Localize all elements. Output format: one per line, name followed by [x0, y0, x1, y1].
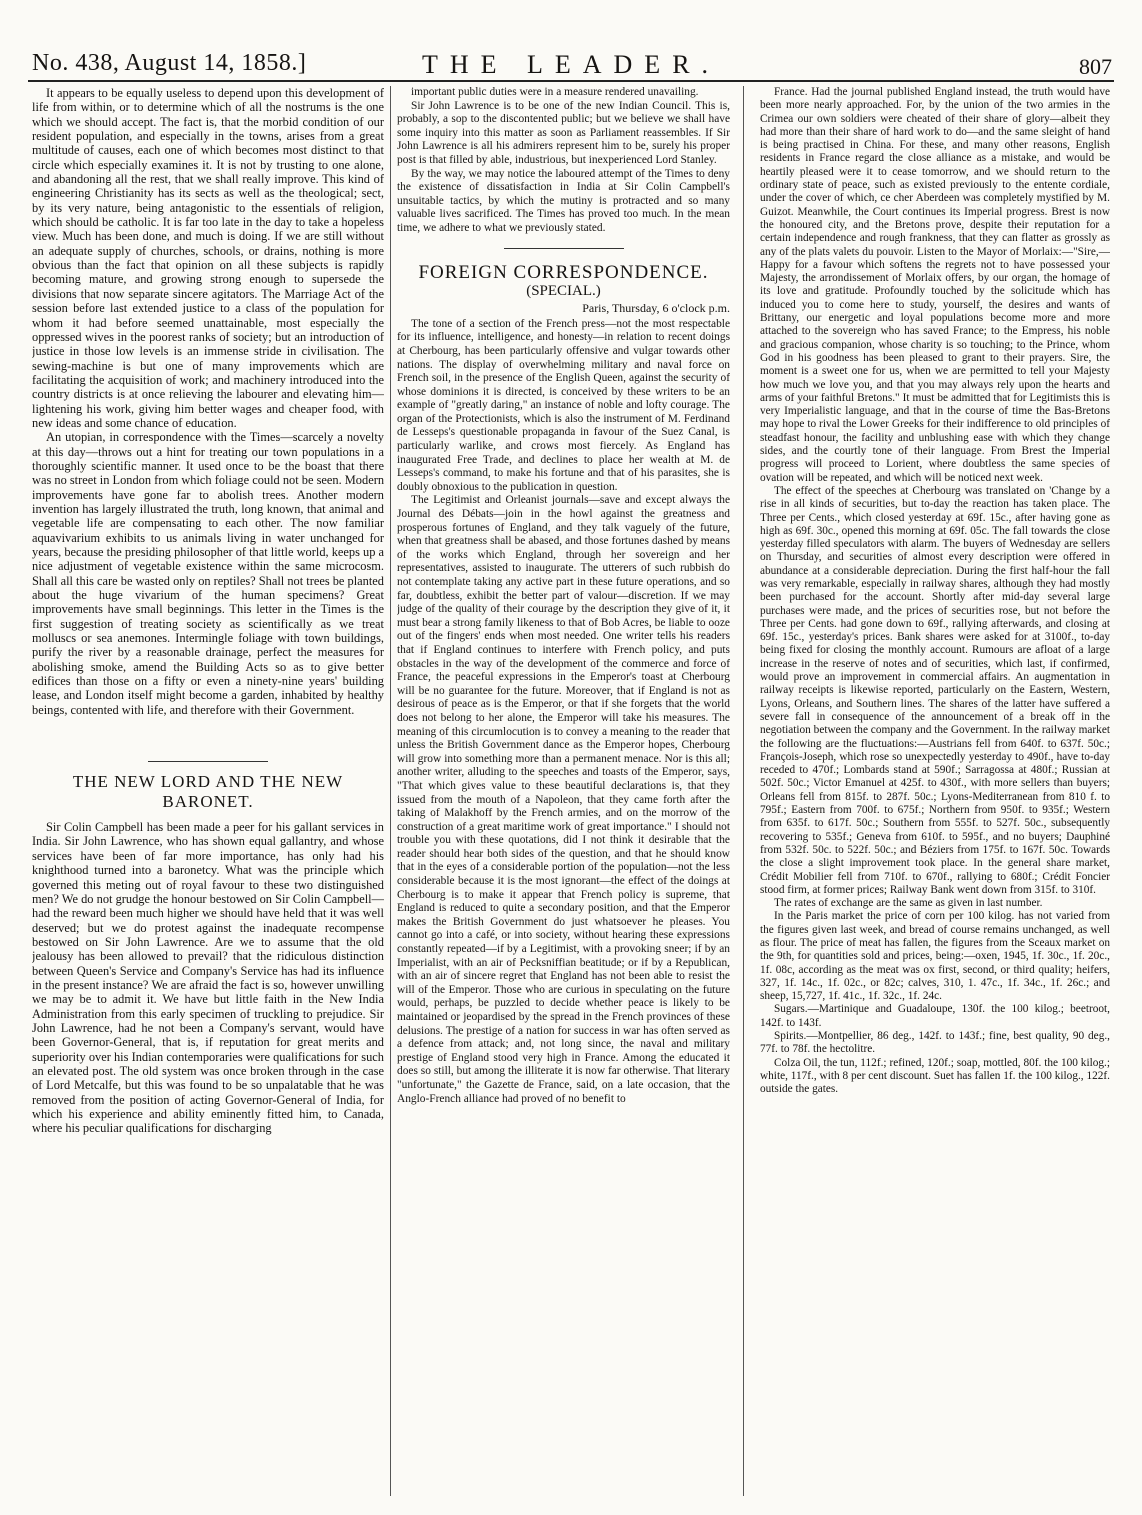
page-number: 807 [1079, 54, 1112, 79]
article-paragraph: An utopian, in correspondence with the Times—scarcely a novelty at this day—throws out a hint for treating our town populations in a thoroughly scientific manner. It used once to be the boast that there was no street in London from which foliage could not be seen. Modern improvements have gone far to abolish trees. Another modern invention has largely illustrated the truth, long known, that animal and vegetable life are compensating to each other. The now familiar aquavivarium exhibits to us animals living in water unchanged for years, because the presiding philosopher of that little world, keeps up a nice adjustment of vegetable existence within the same microcosm. Shall all this care be wasted only on reptiles? Shall not trees be planted about the huge vivarium of the human specimens? Great improvements have small beginnings. This letter in the Times is the first suggestion of treating society as scientifically as we treat molluscs or sea anemones. Intermingle foliage with town buildings, purify the river by a reasonable drainage, perfect the measures for abolishing smoke, amend the Building Acts so as to give better edifices than those on a fifty or even a ninety-nine years' building lease, and London itself might become a garden, inhabited by healthy beings, contented with life, and therefore with their Government. [32, 430, 384, 717]
market-paragraph: Sugars.—Martinique and Guadaloupe, 130f. the 100 kilog.; beetroot, 142f. to 143f. [760, 1003, 1110, 1029]
column-rule [743, 86, 744, 1496]
article-paragraph: In the Paris market the price of corn per 100 kilog. has not varied from the figures given last week, and bread of course remains unchanged, as well as flour. The price of meat has fallen, the figures from the Sceaux market on the 9th, for quantities sold and prices, being:—oxen, 1945, 1f. 30c., 1f. 20c., 1f. 08c, according as the meat was ox first, second, or third quality; heifers, 327, 1f. 14c., 1f. 02c., or 82c; calves, 310, 1. 47c., 1f. 34c., 1f. 26c.; and sheep, 15,727, 1f. 41c., 1f. 32c., 1f. 24c. [760, 910, 1110, 1003]
column-2 [397, 86, 730, 1496]
article-paragraph: It appears to be equally useless to depend upon this development of life from within, or to determine which of all the nostrums is the one which we should accept. The fact is, that the morbid condition of our resident population, and especially in the towns, arises from a great multitude of causes, each one of which becomes most distinct to that circle which especially examines it. It is not by trusting to one alone, and abandoning all the rest, that we shall really improve. This kind of engineering Christianity has its sects as well as the theological; sect, by its very nature, being antagonistic to the essentials of religion, which should be catholic. It is far too late in the day to take a hopeless view. Much has been done, and much is doing. If we are still without an adequate supply of churches, schools, or drains, nothing is more obvious than the fact that opinion on all these subjects is rapidly becoming mature, and growing strong enough to supersede the divisions that now separate sincere agitators. The Marriage Act of the session before last extended justice to a class of the population for whom it had before seemed unattainable, most especially the oppressed wives in the poorest ranks of society; but an introduction of justice in those low levels is an immense stride in civilisation. The sewing-machine is but one of many improvements which are facilitating the acquisition of work; and machinery introduced into the country districts is at once relieving the labourer and elevating him—lightening his work, giving him better wages and cheaper food, with new ideas and some chance of education. [32, 86, 384, 430]
section-divider [504, 248, 624, 249]
article-paragraph: France. Had the journal published England instead, the truth would have been more nearly approached. For, by the union of the two armies in the Crimea our own soldiers were cheated of their share of glory—albeit they had more than their share of hard work to do—and the same sleight of hand is being practised in China. For these, and many other reasons, English residents in France regard the close alliance as a mistake, and would be heartily pleased were it to cease tomorrow, and we should return to the ordinary state of peace, such as existed previously to the entente cordiale, under the cover of which, ce cher Aberdeen was completely mystified by M. Guizot. Meanwhile, the Court continues its Imperial progress. Brest is now the honoured city, and the Bretons prove, despite their reputation for a certain independence and rough frankness, that they can flatter as grossly as any of the plats valets du pouvoir. Listen to the Mayor of Morlaix:—"Sire,—Happy for a favour which softens the regrets not to have possessed your Majesty, the arrondissement of Morlaix offers, by our organ, the homage of its love and gratitude. Profoundly touched by the solicitude which has induced you to come here to study, yourself, the desires and wants of Brittany, our energetic and loyal populations become more and more attached to the sovereign who has saved France; to the Empress, his noble and gracious companion, whose charity is so touching; to the Prince, whom God in his goodness has been pleased to grant to their prayers. Sire, the moment is a sweet one for us, when we are permitted to tell your Majesty how much we love you, and that you may always rely upon the hearts and arms of your faithful Bretons." It must be admitted that for Legitimists this is very Imperialistic language, and that in the course of time the Bas-Bretons may hope to rival the Lower Greeks for their indifference to old principles of steadfast honour, the facility and unblushing ease with which they change sides, and the courtly tone of their language. From Brest the Imperial progress will proceed to Lorient, where doubtless the same species of ovation will be repeated, and which will be noticed next week. [760, 86, 1110, 484]
article-paragraph: The rates of exchange are the same as given in last number. [774, 897, 1043, 910]
masthead [28, 50, 1114, 82]
market-paragraph: Spirits.—Montpellier, 86 deg., 142f. to 143f.; fine, best quality, 90 deg., 77f. to 78f. the hectolitre. [760, 1030, 1110, 1056]
dateline: Paris, Thursday, 6 o'clock p.m. [582, 301, 730, 316]
article-paragraph: Sir Colin Campbell has been made a peer for his gallant services in India. Sir John Lawrence, who has shown equal gallantry, and whose services have been of far more importance, has only had his knighthood turned into a baronetcy. What was the principle which governed this meting out of royal favour to these two distinguished men? We do not grudge the honour bestowed on Sir Colin Campbell—had the reward been much higher we should have held that it was well deserved; but we do protest against the inadequate recompense bestowed on Sir John Lawrence. Are we to assume that the old jealousy has been allowed to prevail? that the ridiculous distinction between Queen's Service and Company's Service has had its influence in the present instance? We are afraid the fact is so, however unwilling we may be to admit it. We have but little faith in the New India Administration from this early specimen of truckling to prejudice. Sir John Lawrence, had he not been a Company's servant, would have been Governor-General, that is, if reputation for great merits and superiority over his Indian contemporaries were qualifications for such an elevated post. The old system was once broken through in the case of Lord Metcalfe, but this was found to be so unpalatable that he was removed from the position of acting Governor-General of India, for which his experience and ability eminently fitted him, to Canada, where his peculiar qualifications for discharging [32, 820, 384, 1136]
market-paragraph: Colza Oil, the tun, 112f.; refined, 120f.; soap, mottled, 80f. the 100 kilog.; white, 117f., with 8 per cent discount. Suet has fallen 1f. the 100 kilog., 122f. outside the gates. [760, 1056, 1110, 1096]
article-paragraph: Sir John Lawrence is to be one of the new Indian Council. This is, probably, a sop to the discontented public; but we believe we shall have some inquiry into this matter as soon as Parliament reassembles. If Sir John Lawrence is all his admirers represent him to be, surely his proper post is that filled by able, industrious, but inexperienced Lord Stanley. [397, 99, 730, 166]
column-1 [32, 86, 384, 1496]
column-3 [760, 86, 1110, 1496]
article-paragraph: The Legitimist and Orleanist journals—save and except always the Journal des Débats—join in the howl against the greatness and prosperous fortunes of England, and they talk vaguely of the future, when that greatness shall be abased, and those fortunes dashed by means of the works which England, through her sovereign and her representatives, assisted to inaugurate. The utterers of such rubbish do not contemplate taking any active part in these future operations, and so far, doubtless, exhibit the better part of valour—discretion. If we may judge of the quality of their courage by the description they give of it, it must bear a strong family likeness to that of Bob Acres, be liable to ooze out of the fingers' ends when most needed. One writer tells his readers that if England continues to interfere with French policy, and puts obstacles in the way of the development of the commerce and force of France, the peaceful expressions in the Emperor's toast at Cherbourg will be no guarantee for the future. Moreover, that if England is not as desirous of peace as is the Emperor, or that if she forgets that the world does not belong to her alone, the Emperor will take his measures. The meaning of this circumlocution is to convey a meaning to the reader that unless the British Government dance as the Emperor hopes, Cherbourg will grow into something more than a permanent menace. Nor is this all; another writer, alluding to the speeches and toasts of the Emperor, says, "That which gives value to these beautiful declarations is, that they issued from the mouth of a Napoleon, that they came forth after the taking of Malakhoff by the French armies, and on the morrow of the construction of a great maritime work of great importance." I should not trouble you with these quotations, did I not think it desirable that the reader should hear both sides of the question, and that he should know that in the eyes of a considerable portion of the population—not the less considerable because it is the most ignorant—the effect of the doings at Cherbourg is to make it appear that French policy is supreme, that England is reduced to quite a secondary position, and that the Emperor makes the British Government do just whatsoever he pleases. You cannot go into a café, or into society, without hearing these expressions constantly repeated—if by a Legitimist, with a provoking sneer; if by an Imperialist, with an air of Pecksniffian beatitude; or if by a Republican, with an air of sincere regret that England has not been able to resist the will of the Emperor. Those who are curious in speculating on the future would, perhaps, be puzzled to decide whether peace is likely to be maintained or jeopardised by the spread in the French provinces of these delusions. The prestige of a nation for success in war has often served as a defence from attack; and, not long since, the naval and military prestige of England stood very high in France. Among the educated it does so still, but among the illiterate it is now far otherwise. That literary "unfortunate," the Gazette de France, said, on a late occasion, that the Anglo-French alliance had proved of no benefit to [397, 494, 730, 1105]
section-divider [148, 761, 268, 762]
issue-info: No. 438, August 14, 1858.] [32, 50, 307, 76]
section-subheading: (SPECIAL.) [526, 282, 601, 299]
newspaper-title: THE LEADER. [421, 50, 721, 79]
article-paragraph: The effect of the speeches at Cherbourg was translated on 'Change by a rise in all kinds of securities, but to-day the reaction has taken place. The Three per Cents., which closed yesterday at 69f. 15c., after having gone as high as 69f. 30c., opened this morning at 69f. 05c. The fall towards the close yesterday filled speculators with alarm. The buyers of Wednesday are sellers on Thursday, and securities of almost every description were offered in abundance at a considerable depreciation. During the first half-hour the fall was very remarkable, especially in railway shares, although they had mostly been purchased for the account. Shortly after mid-day several large purchases were made, and the prices of securities rose, but not before the Three per Cents. had gone down to 69f., rallying afterwards, and closing at 69f. 15c., yesterday's prices. Bank shares were asked for at 3100f., to-day being fixed for closing the monthly account. Rumours are afloat of a large increase in the reserve of notes and of securities, which last, if confirmed, would prove an improvement in commercial affairs. An augmentation in railway receipts is likewise reported, particularly on the Eastern, Western, Lyons, Orleans, and Southern lines. The shares of the latter have suffered a severe fall in consequence of the announcement of a break off in the negotiation between the company and the Government. In the railway market the following are the fluctuations:—Austrians fell from 640f. to 637f. 50c.; François-Joseph, which rose so unexpectedly yesterday to 490f., have to-day receded to 470f.; Lombards stand at 590f.; Sarragossa at 480f.; Russian at 502f. 50c.; Victor Emanuel at 425f. to 430f., with more sellers than buyers; Orleans fell from 815f. to 287f. 50c.; Lyons-Mediterranean from 810 f. to 795f.; Eastern from 700f. to 675f.; Northern from 950f. to 935f.; Western from 635f. to 617f. 50c.; Southern from 555f. to 527f. 50c., subsequently recovering to 535f.; Geneva from 610f. to 595f., and no buyers; Dauphiné from 532f. 50c. to 522f. 50c.; and Béziers from 175f. to 167f. 50c. Towards the close a slight improvement took place. In the general share market, Crédit Mobilier fell from 710f. to 670f., rallying to 680f.; Crédit Foncier stood firm, at former prices; Railway Bank went down from 315f. to 310f. [760, 484, 1110, 896]
article-paragraph: The tone of a section of the French press—not the most respectable for its influence, intelligence, and honesty—in relation to recent doings at Cherbourg, has been particularly offensive and vulgar towards other nations. The display of overwhelming military and naval force on French soil, in the presence of the English Queen, against the security of whose dominions it is directed, is conceived by these writers to be an example of "greatly daring," an instance of noble and lofty courage. The organ of the Protectionists, which is also the instrument of M. Ferdinand de Lesseps's questionable propaganda in favour of the Suez Canal, is particularly warlike, and crows most fiercely. As England has inaugurated Free Trade, and declines to place her wealth at M. de Lesseps's command, to make his fortune and that of his parasites, she is doubly obnoxious to the publication in question. [397, 317, 730, 493]
section-gap [32, 717, 384, 751]
article-heading: THE NEW LORD AND THE NEW BARONET. [72, 772, 344, 812]
article-paragraph: By the way, we may notice the laboured attempt of the Times to deny the existence of dissatisfaction in India at Sir Colin Campbell's unsuitable tactics, by which the mutiny is protracted and so many valuable lives sacrificed. The Times has proved too much. In the mean time, we adhere to what we previously stated. [397, 167, 730, 234]
article-paragraph: important public duties were in a measure rendered unavailing. [411, 86, 699, 98]
column-rule [390, 86, 391, 1496]
section-heading: FOREIGN CORRESPONDENCE. [418, 261, 709, 283]
